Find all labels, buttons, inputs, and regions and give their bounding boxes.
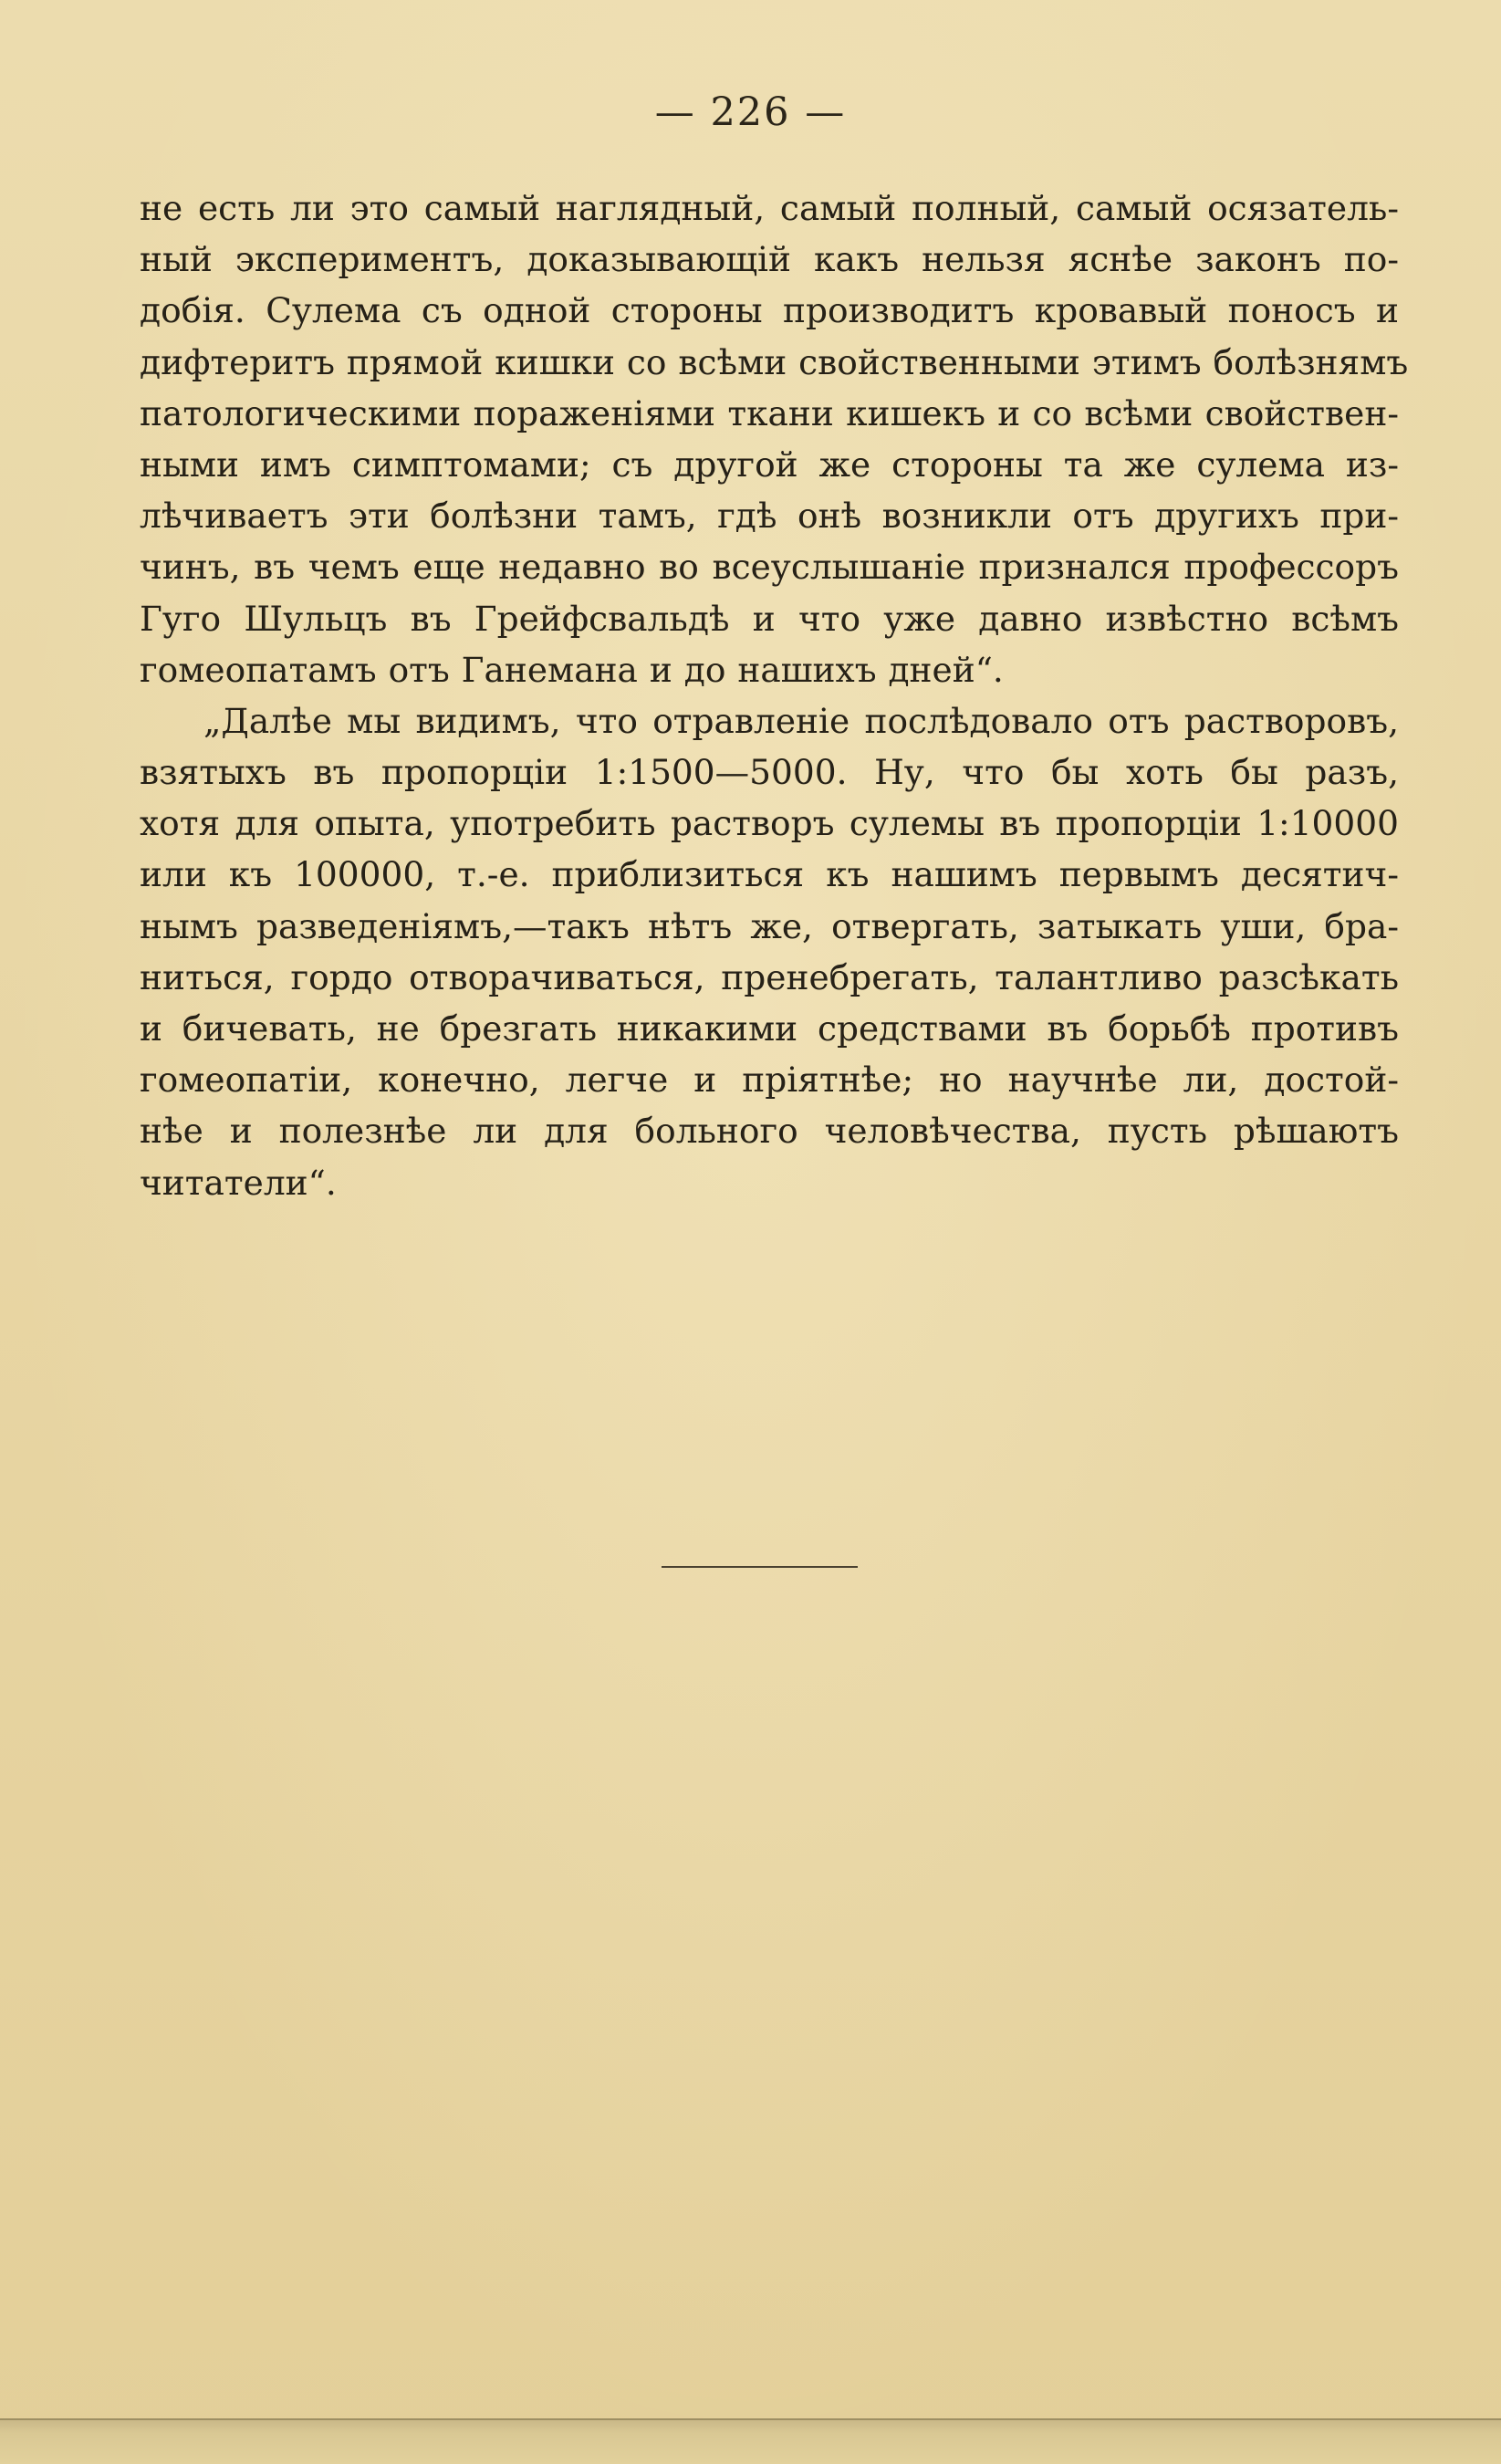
text-line: гомеопатіи, конечно, легче и пріятнѣе; но научнѣе ли, достой- xyxy=(140,1060,1399,1101)
text-line: „Далѣе мы видимъ, что отравленіе послѣдовало отъ растворовъ, xyxy=(203,700,1399,741)
text-line: нѣе и полезнѣе ли для больного человѣчества, пусть рѣшаютъ xyxy=(140,1111,1399,1152)
page-bottom-edge xyxy=(0,2420,1501,2464)
text-line: ный экспериментъ, доказывающій какъ нельзя яснѣе законъ по- xyxy=(140,239,1399,280)
text-line: читатели“. xyxy=(140,1162,337,1203)
text-line: или къ 100000, т.-е. приблизиться къ нашимъ первымъ десятич- xyxy=(140,854,1399,895)
body-text xyxy=(140,183,1409,1208)
text-line: хотя для опыта, употребить растворъ сулемы въ пропорціи 1:10000 xyxy=(140,803,1399,844)
text-line: и бичевать, не брезгать никакими средствами въ борьбѣ противъ xyxy=(140,1008,1399,1049)
text-line: добія. Сулема съ одной стороны производитъ кровавый поносъ и xyxy=(140,290,1399,331)
text-line: лѣчиваетъ эти болѣзни тамъ, гдѣ онѣ возникли отъ другихъ при- xyxy=(140,496,1399,537)
text-line: Гуго Шульцъ въ Грейфсвальдѣ и что уже давно извѣстно всѣмъ xyxy=(140,598,1399,639)
text-line: ными имъ симптомами; съ другой же стороны та же сулема из- xyxy=(140,444,1399,485)
text-line: патологическими пораженіями ткани кишекъ и со всѣми свойствен- xyxy=(140,392,1399,433)
text-line: дифтеритъ прямой кишки со всѣми свойственными этимъ болѣзнямъ xyxy=(140,341,1409,382)
text-line: чинъ, въ чемъ еще недавно во всеуслышаніе признался профессоръ xyxy=(140,547,1399,588)
text-line: ниться, гордо отворачиваться, пренебрегать, талантливо разсѣкать xyxy=(140,956,1399,997)
page-number: — 226 — xyxy=(654,89,847,135)
text-line: не есть ли это самый наглядный, самый полный, самый осязатель- xyxy=(140,188,1399,228)
text-line: взятыхъ въ пропорціи 1:1500—5000. Ну, что бы хоть бы разъ, xyxy=(140,752,1399,793)
text-line: гомеопатамъ отъ Ганемана и до нашихъ дней“. xyxy=(140,649,1004,690)
section-divider xyxy=(662,1566,858,1568)
text-line: нымъ разведеніямъ,—такъ нѣтъ же, отвергать, затыкать уши, бра- xyxy=(140,905,1399,946)
